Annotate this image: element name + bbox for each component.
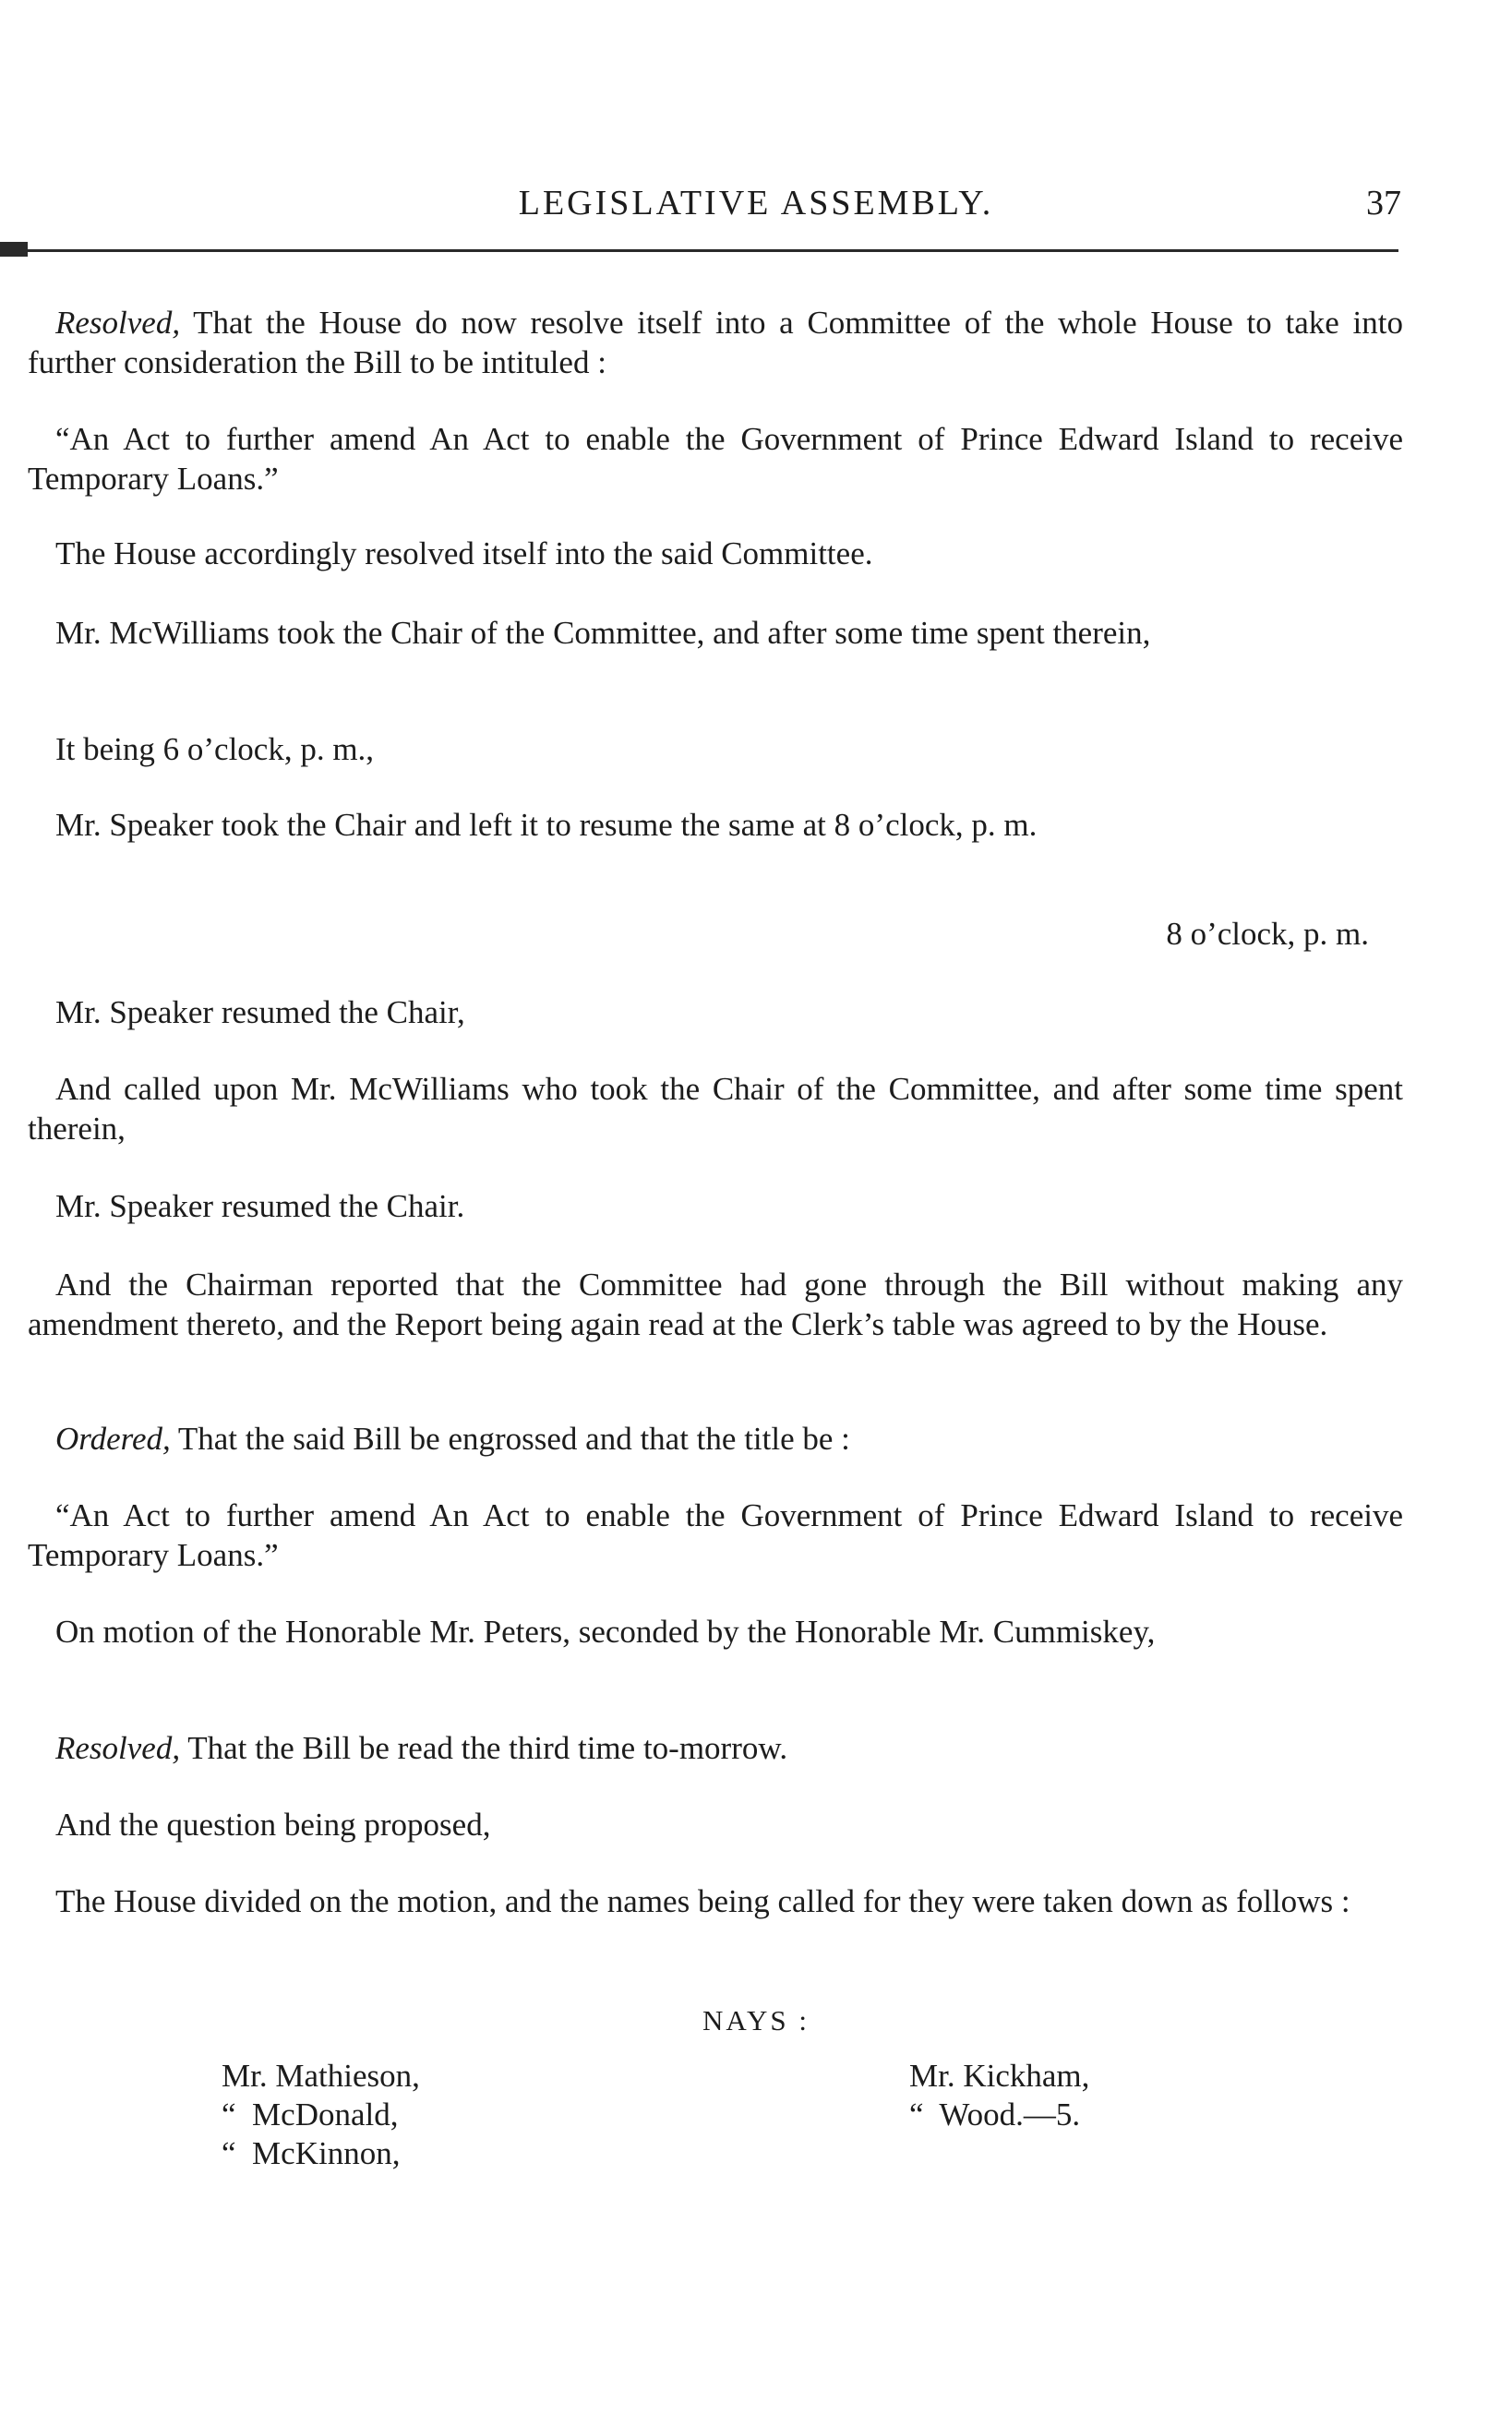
paragraph-chairman-reported xyxy=(28,1265,1403,1344)
paragraph-text: And the question being proposed, xyxy=(55,1807,491,1843)
paragraph-text: It being 6 o’clock, p. m., xyxy=(55,731,375,767)
paragraph-speaker-resumed xyxy=(28,992,1403,1032)
paragraph-text: “An Act to further amend An Act to enable the Government of Prince Edward Island to receive Temporary Loans.” xyxy=(28,1497,1403,1573)
paragraph-on-motion xyxy=(28,1612,1403,1652)
paragraph-speaker-resumed-2 xyxy=(28,1186,1403,1226)
paragraph-text: And the Chairman reported that the Committee had gone through the Bill without making any amendment thereto, and the Report being again read at the Clerk’s table was agreed to by the House. xyxy=(28,1267,1403,1342)
paragraph-house-divided xyxy=(28,1881,1403,1921)
paragraph-resolved-committee xyxy=(28,303,1403,382)
nays-right-column xyxy=(909,2057,1089,2134)
nays-left-column xyxy=(222,2057,420,2173)
paragraph-text: Mr. Speaker resumed the Chair. xyxy=(55,1188,465,1224)
paragraph-text: Mr. Speaker resumed the Chair, xyxy=(55,994,465,1030)
page-number: 37 xyxy=(1366,184,1401,222)
paragraph-chair-taken xyxy=(28,613,1403,653)
paragraph-text: That the said Bill be engrossed and that the title be : xyxy=(170,1421,850,1457)
paragraph-text: The House accordingly resolved itself into the said Committee. xyxy=(55,535,873,571)
nays-member: “ Wood.—5. xyxy=(909,2097,1081,2133)
paragraph-text: Mr. McWilliams took the Chair of the Committee, and after some time spent therein, xyxy=(55,615,1151,651)
paragraph-text: “An Act to further amend An Act to enable the Government of Prince Edward Island to receive Temporary Loans.” xyxy=(28,421,1403,497)
running-header-title: LEGISLATIVE ASSEMBLY. xyxy=(518,184,994,222)
paragraph-called-upon xyxy=(28,1069,1403,1148)
paragraph-text: That the Bill be read the third time to-morrow. xyxy=(180,1730,788,1766)
paragraph-text: And called upon Mr. McWilliams who took the Chair of the Committee, and after some time spent therein, xyxy=(28,1071,1403,1147)
paragraph-lead: Resolved, xyxy=(55,1730,181,1766)
header-rule-mark xyxy=(0,242,28,257)
time-stamp: 8 o’clock, p. m. xyxy=(1166,916,1369,952)
paragraph-text: Mr. Speaker took the Chair and left it to resume the same at 8 o’clock, p. m. xyxy=(55,807,1038,843)
paragraph-lead: Resolved, xyxy=(55,305,181,341)
paragraph-lead: Ordered, xyxy=(55,1421,171,1457)
nays-member: Mr. Kickham, xyxy=(909,2058,1090,2094)
paragraph-speaker-left xyxy=(28,805,1403,845)
paragraph-ordered xyxy=(28,1419,1403,1459)
paragraph-six-oclock xyxy=(28,729,1403,769)
paragraph-text: On motion of the Honorable Mr. Peters, seconded by the Honorable Mr. Cummiskey, xyxy=(55,1614,1156,1650)
paragraph-text: The House divided on the motion, and the names being called for they were taken down as follows : xyxy=(55,1883,1350,1919)
header-rule xyxy=(0,249,1398,252)
paragraph-question-proposed xyxy=(28,1805,1403,1844)
nays-member: Mr. Mathieson, xyxy=(222,2058,420,2094)
paragraph-bill-title-2 xyxy=(28,1496,1403,1575)
paragraph-house-resolved xyxy=(28,534,1403,573)
paragraph-bill-title xyxy=(28,419,1403,499)
nays-heading: NAYS : xyxy=(702,2004,810,2037)
paragraph-resolved-third-reading xyxy=(28,1728,1403,1768)
nays-member: “ McDonald, xyxy=(222,2097,399,2133)
paragraph-text: That the House do now resolve itself into a Committee of the whole House to take into further consideration the Bill to be intituled : xyxy=(28,305,1403,380)
nays-member: “ McKinnon, xyxy=(222,2135,401,2171)
